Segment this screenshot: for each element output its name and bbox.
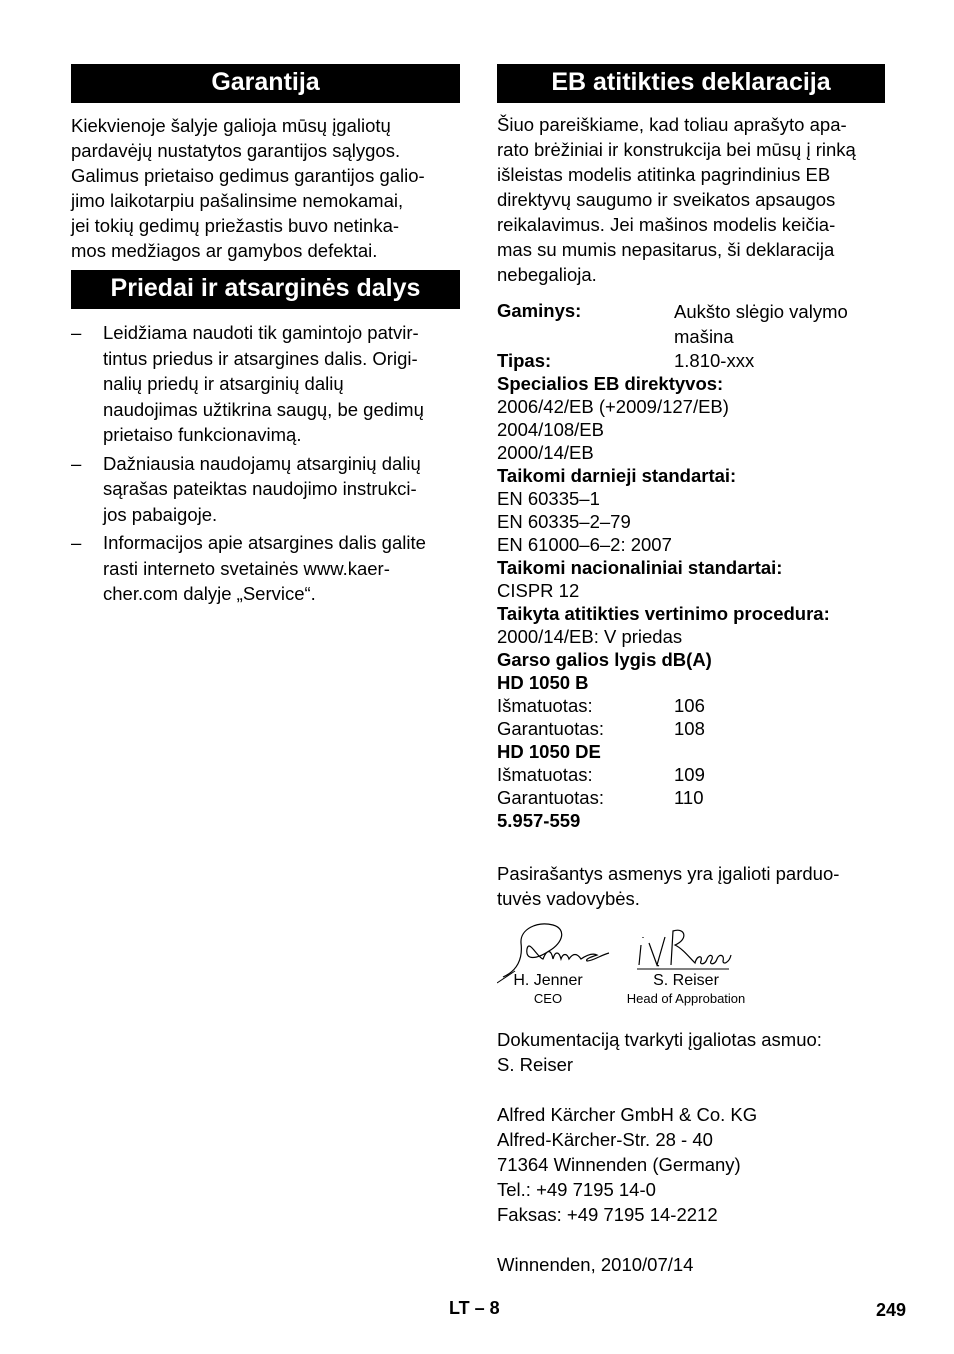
warranty-line: mos medžiagos ar gamybos defektai. [71,240,378,261]
product-value-line: mašina [674,326,734,347]
measured-row [497,694,885,717]
product-row [497,299,885,349]
list-line: rasti interneto svetainės www.kaer- [103,557,390,579]
signer-reiser [621,971,751,1008]
signer-name: S. Reiser [653,972,719,989]
accessories-heading: Priedai ir atsarginės dalys [71,270,460,309]
signer-jenner [503,971,593,1008]
product-value-line: Aukšto slėgio valymo [674,301,848,322]
intro-line: direktyvų saugumo ir sveikatos apsaugos [497,189,836,210]
list-item [71,530,460,607]
signature-reiser-icon [635,925,735,971]
list-line: Leidžiama naudoti tik gamintojo patvir- [103,322,419,343]
sound-label: Garso galios lygis dB(A) [497,649,712,670]
guaranteed-row [497,717,885,740]
national-label: Taikomi nacionaliniai standartai: [497,557,783,578]
guaranteed-label: Garantuotas: [497,718,604,739]
product-value [674,299,885,349]
footer-section: LT – 8 [449,1298,500,1318]
right-column [497,64,885,1277]
list-item [71,451,460,528]
warranty-line: Galimus prietaiso gedimus garantijos galio- [71,165,425,186]
address-line: Faksas: +49 7195 14-2212 [497,1204,718,1225]
list-line: Informacijos apie atsargines dalis galite [103,532,426,553]
measured-label: Išmatuotas: [497,695,593,716]
address-line: Alfred-Kärcher-Str. 28 - 40 [497,1129,713,1150]
document-number: 5.957-559 [497,810,581,831]
model-name: HD 1050 B [497,672,589,693]
intro-line: Šiuo pareiškiame, kad toliau aprašyto apa- [497,114,847,135]
guaranteed-row [497,786,885,809]
list-item [71,320,460,448]
list-line: jos pabaigoje. [103,503,218,525]
directive-item: 2000/14/EB [497,442,594,463]
signers-line: Pasirašantys asmenys yra įgalioti parduo- [497,863,840,884]
guaranteed-label: Garantuotas: [497,787,604,808]
list-line: prietaiso funkcionavimą. [103,424,302,445]
left-column [71,64,460,610]
warranty-line: jimo laikotarpiu pašalinsime nemokamai, [71,190,404,211]
signer-name: H. Jenner [513,972,583,989]
address-line: Alfred Kärcher GmbH & Co. KG [497,1104,758,1125]
standard-item: EN 60335–1 [497,488,600,509]
declaration-heading: EB atitikties deklaracija [497,64,885,103]
place-date: Winnenden, 2010/07/14 [497,1254,694,1275]
procedure-value: 2000/14/EB: V priedas [497,626,683,647]
directive-item: 2004/108/EB [497,419,604,440]
directive-item: 2006/42/EB (+2009/127/EB) [497,396,729,417]
warranty-heading: Garantija [71,64,460,103]
measured-row [497,763,885,786]
measured-label: Išmatuotas: [497,764,593,785]
intro-line: rato brėžiniai ir konstrukcija bei mūsų į rinką [497,139,856,160]
harmonized-label: Taikomi darnieji standartai: [497,465,737,486]
address-line: 71364 Winnenden (Germany) [497,1154,741,1175]
intro-line: reikalavimus. Jei mašinos modelis keičia- [497,214,836,235]
page-number: 249 [876,1300,907,1320]
dash-bullet: – [71,452,82,474]
dash-bullet: – [71,322,82,343]
measured-value: 109 [674,764,705,785]
list-line: sąrašas pateiktas naudojimo instrukci- [103,478,417,499]
intro-line: nebegalioja. [497,264,597,285]
dash-bullet: – [71,532,82,553]
signers-statement [497,861,885,911]
company-address [497,1102,885,1227]
directives-label: Specialios EB direktyvos: [497,373,724,394]
guaranteed-value: 110 [674,787,704,808]
measured-value: 106 [674,695,705,716]
documentation-authority [497,1027,885,1077]
signer-role: Head of Approbation [626,991,746,1006]
warranty-line: pardavėjų nustatytos garantijos sąlygos. [71,140,401,161]
list-line: tintus priedus ir atsargines dalis. Origi- [103,347,418,369]
list-line: cher.com dalyje „Service“. [103,583,316,604]
intro-line: išleistas modelis atitinka pagrindinius EB [497,164,831,185]
type-label: Tipas: [497,350,552,371]
warranty-line: jei tokių gedimų priežastis buvo netinka- [71,215,400,236]
signers-line: tuvės vadovybės. [497,888,640,909]
model-name: HD 1050 DE [497,741,601,762]
signer-role: CEO [533,991,563,1006]
declaration-intro [497,112,885,287]
product-label: Gaminys: [497,300,582,321]
warranty-line: Kiekvienoje šalyje galioja mūsų įgaliotų [71,115,391,136]
signatures [497,919,885,1024]
national-item: CISPR 12 [497,580,580,601]
list-line: nalių priedų ir atsarginių dalių [103,373,344,394]
warranty-text [71,113,460,263]
list-line: naudojimas užtikrina saugų, be gedimų [103,398,424,420]
type-row [497,349,885,372]
guaranteed-value: 108 [674,718,705,739]
doc-auth-line: Dokumentaciją tvarkyti įgaliotas asmuo: [497,1029,822,1050]
declaration-specs [497,299,885,832]
standard-item: EN 60335–2–79 [497,511,631,532]
accessories-list [71,320,460,607]
standard-item: EN 61000–6–2: 2007 [497,534,672,555]
type-value: 1.810-xxx [674,350,755,371]
intro-line: mas su mumis nepasitarus, ši deklaracija [497,239,835,260]
address-line: Tel.: +49 7195 14-0 [497,1179,656,1200]
procedure-label: Taikyta atitikties vertinimo procedura: [497,603,830,624]
doc-auth-line: S. Reiser [497,1054,574,1075]
list-line: Dažniausia naudojamų atsarginių dalių [103,452,421,474]
